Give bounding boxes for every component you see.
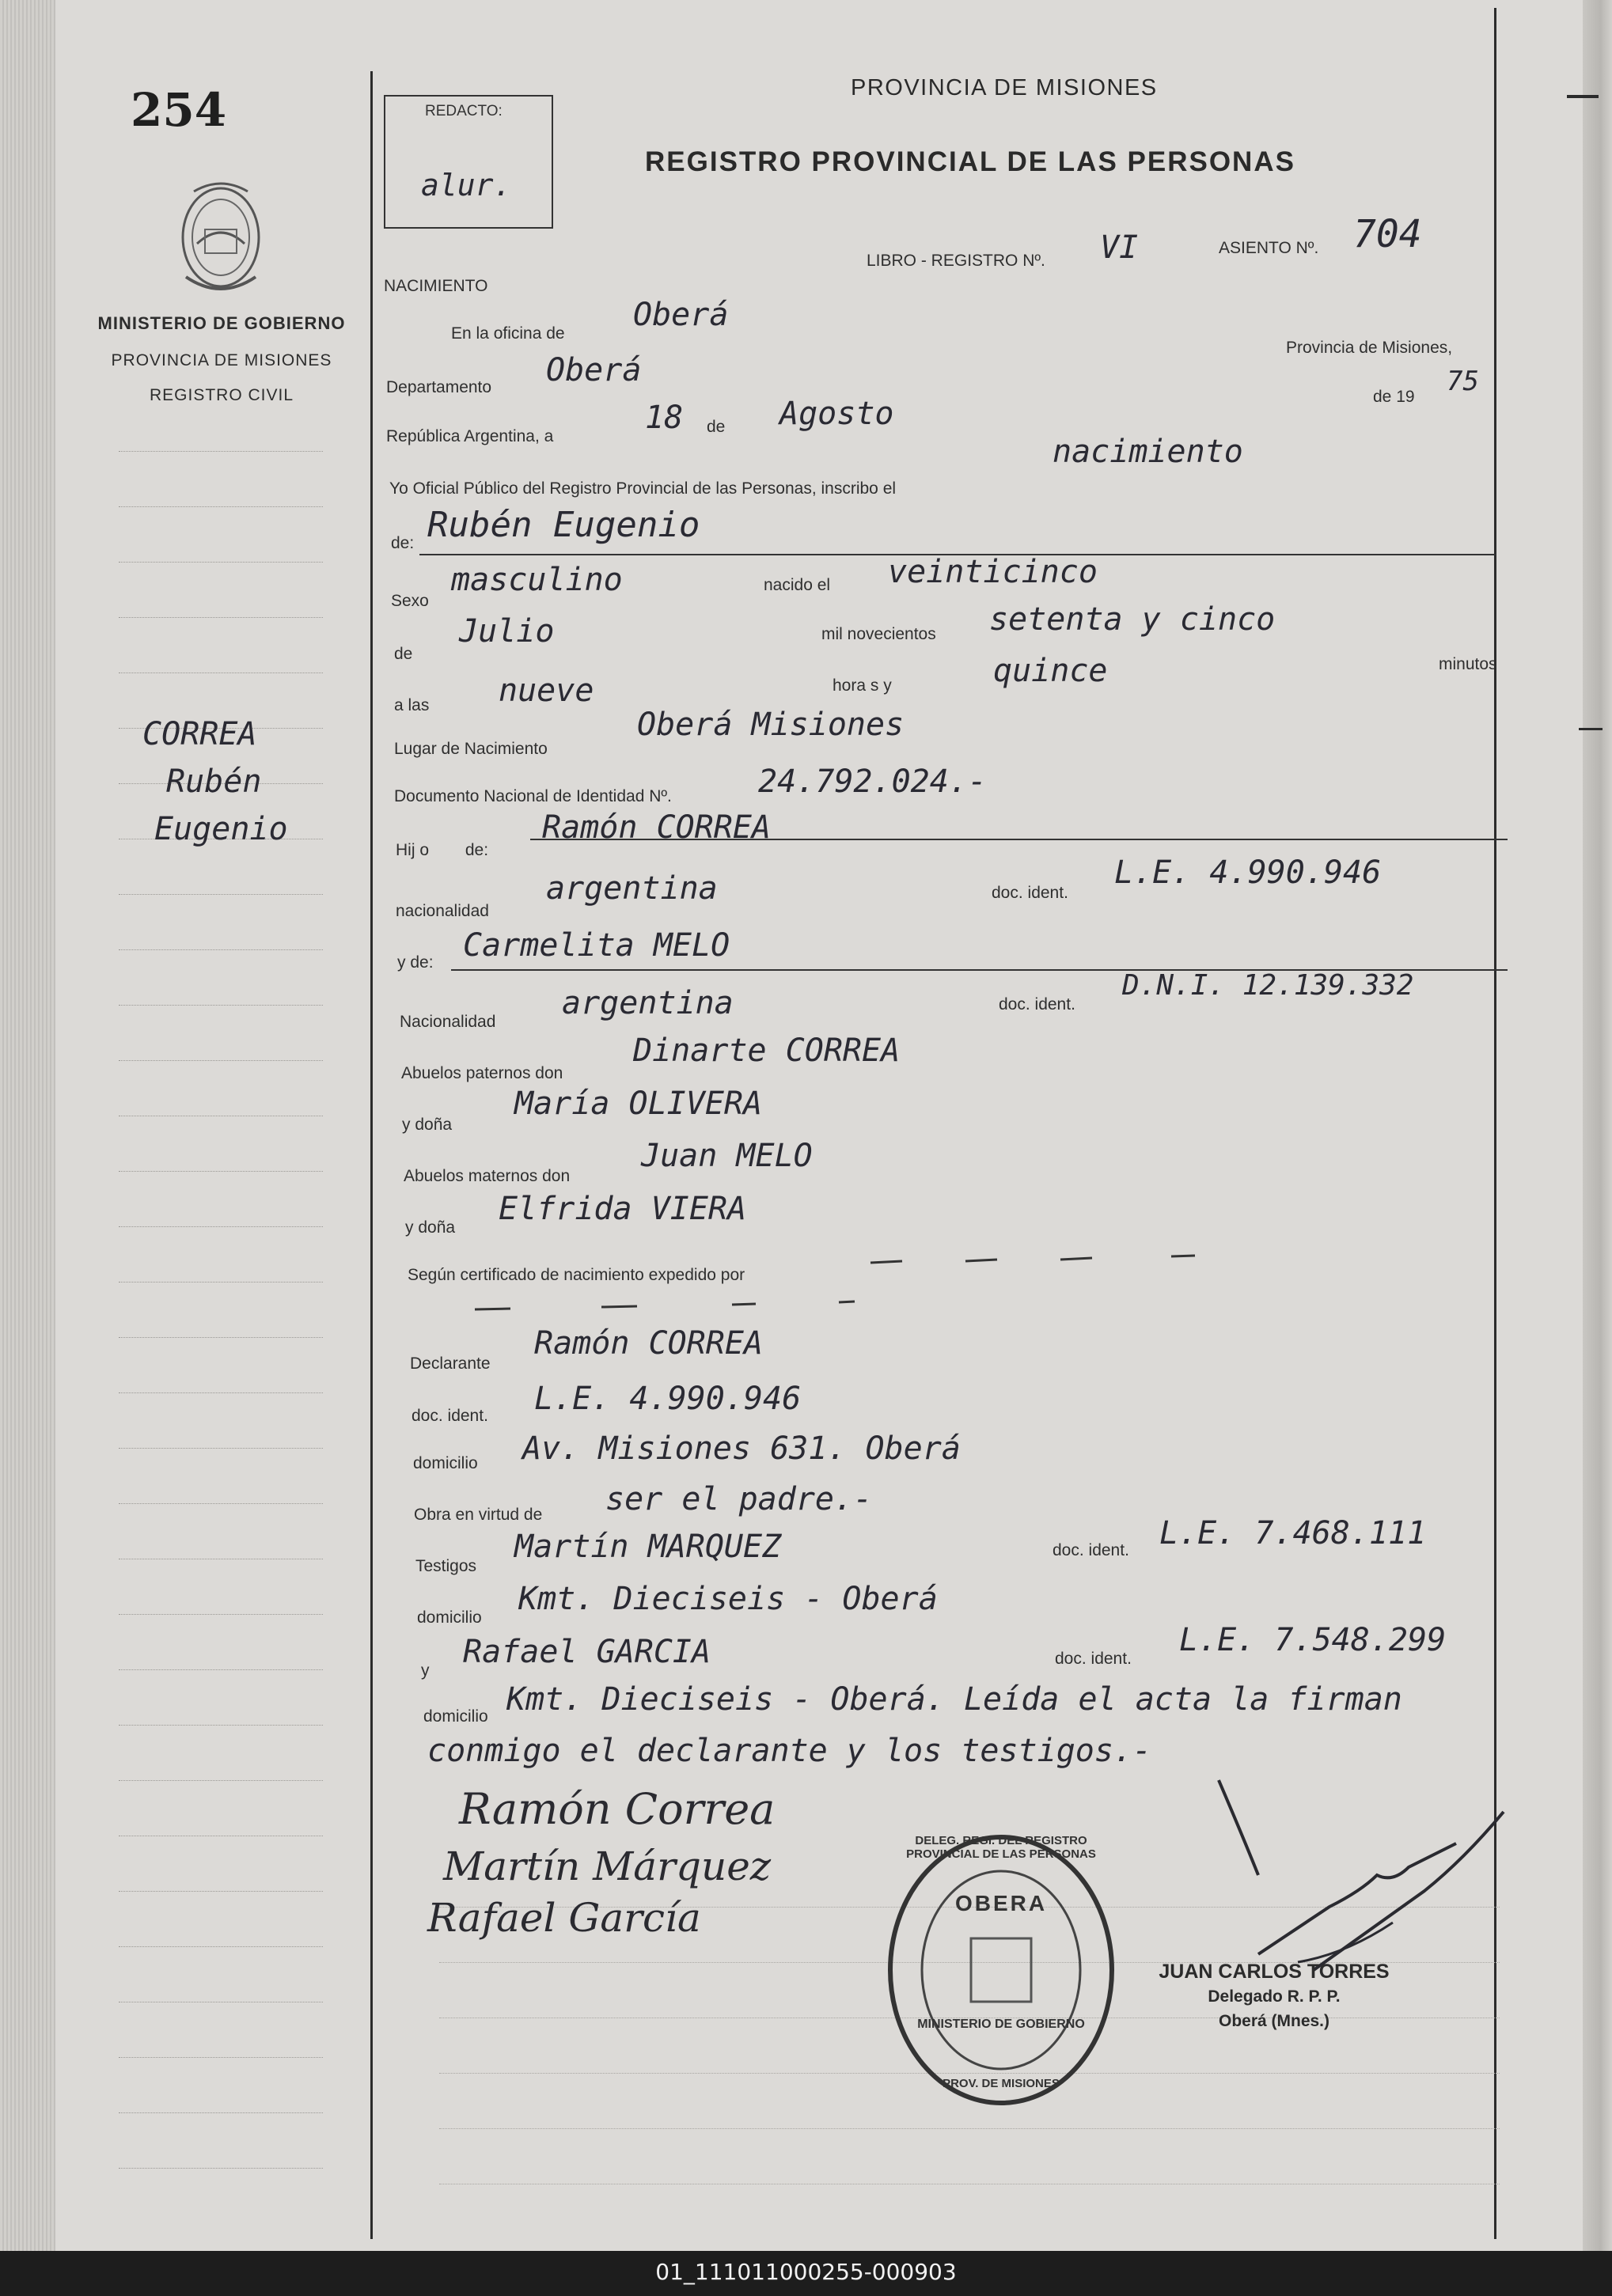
doc2-value: D.N.I. 12.139.332 [1122, 969, 1414, 1002]
header-title: REGISTRO PROVINCIAL DE LAS PERSONAS [645, 146, 1295, 177]
doc4-value: L.E. 7.468.111 [1159, 1515, 1427, 1552]
header-province: PROVINCIA DE MISIONES [851, 75, 1158, 100]
padre-underline [530, 839, 1508, 840]
alas-label: a las [394, 696, 430, 714]
nac2-value: argentina [562, 985, 734, 1021]
dom3-value: Kmt. Dieciseis - Oberá. Leída el acta la firman [506, 1681, 1402, 1718]
official-seal [882, 1828, 1120, 2112]
oficial-value: nacimiento [1053, 434, 1243, 470]
nacido-label: nacido el [764, 576, 831, 594]
de-month-label: de [707, 418, 726, 436]
signature-testigo1: Martín Márquez [443, 1843, 772, 1889]
departamento-label: Departamento [386, 378, 492, 396]
signature-declarante: Ramón Correa [459, 1784, 776, 1834]
libro-label: LIBRO - REGISTRO Nº. [867, 252, 1045, 270]
day-value: 18 [645, 400, 684, 436]
doc2-label: doc. ident. [999, 995, 1075, 1013]
lugar-label: Lugar de Nacimiento [394, 740, 548, 758]
dom2-label: domicilio [417, 1608, 482, 1627]
y2-label: y [421, 1661, 430, 1680]
mes-value: Julio [459, 613, 555, 650]
doc3-label: doc. ident. [412, 1407, 488, 1425]
sexo-label: Sexo [391, 592, 429, 610]
hijo-label: Hij o de: [396, 841, 489, 859]
seal-bottom: PROV. DE MISIONES [943, 2077, 1060, 2090]
seal-ring-text: DELEG. REGI. DEL REGISTRO PROVINCIAL DE LAS PERSONAS [906, 1834, 1096, 1861]
madre-label: y de: [397, 953, 434, 972]
closing-value: conmigo el declarante y los testigos.- [427, 1733, 1152, 1769]
departamento-value: Oberá [546, 352, 642, 388]
ab-pat-label: Abuelos paternos don [401, 1064, 563, 1082]
asiento-value: 704 [1353, 212, 1422, 256]
ydona1-value: María OLIVERA [514, 1085, 763, 1122]
provincial-emblem-icon [170, 174, 271, 301]
ab-pat-value: Dinarte CORREA [633, 1032, 901, 1069]
binding-tab-mark [1579, 728, 1603, 730]
seal-icon [882, 1828, 1120, 2112]
testigo2-value: Rafael GARCIA [463, 1634, 711, 1670]
asiento-label: ASIENTO Nº. [1219, 239, 1319, 257]
year-value: 75 [1447, 366, 1479, 397]
ab-mat-label: Abuelos maternos don [404, 1167, 571, 1185]
segun-label: Según certificado de nacimiento expedido por [408, 1266, 745, 1284]
footer-id: 01_111011000255-000903 [655, 2259, 957, 2285]
ydona2-value: Elfrida VIERA [499, 1191, 747, 1227]
page-number: 254 [131, 83, 227, 137]
milnov-label: mil novecientos [821, 625, 936, 643]
seal-center: OBERA [954, 1891, 1048, 1915]
nac2-label: Nacionalidad [400, 1013, 496, 1031]
seal-inner: MINISTERIO DE GOBIERNO [917, 2018, 1085, 2031]
minutos-value: quince [993, 653, 1108, 689]
madre-value: Carmelita MELO [463, 927, 730, 964]
redacto-initials: alur. [421, 168, 512, 203]
republica-label: República Argentina, a [386, 427, 554, 445]
month-value: Agosto [779, 396, 894, 432]
name-label: de: [391, 534, 415, 552]
dom2-value: Kmt. Dieciseis - Oberá [518, 1581, 938, 1617]
doc1-value: L.E. 4.990.946 [1114, 854, 1382, 891]
dom1-label: domicilio [413, 1454, 478, 1472]
provincia-label: Provincia de Misiones, [1286, 339, 1453, 357]
blank-dashes [467, 1234, 1219, 1321]
libro-value: VI [1100, 229, 1139, 266]
oficial-label: Yo Oficial Público del Registro Provincial de las Personas, inscribo el [389, 479, 897, 498]
delegate-name: JUAN CARLOS TORRES [1159, 1961, 1390, 1983]
nac1-label: nacionalidad [396, 902, 489, 920]
binding-edge [1583, 0, 1612, 2251]
doc5-value: L.E. 7.548.299 [1179, 1622, 1447, 1658]
binding-tab-mark [1567, 95, 1599, 98]
page-stack-edge [0, 0, 55, 2251]
delegate-title: Delegado R. P. P. [1208, 1987, 1341, 2006]
section-label: NACIMIENTO [384, 277, 488, 295]
doc3-value: L.E. 4.990.946 [534, 1381, 802, 1417]
de19-label: de 19 [1373, 388, 1415, 406]
doc1-label: doc. ident. [992, 884, 1068, 902]
ministry-name: MINISTERIO DE GOBIERNO [97, 313, 346, 333]
margin-firstname: Rubén [166, 763, 262, 800]
lugar-value: Oberá Misiones [637, 707, 905, 743]
minutos-label: minutos [1439, 655, 1497, 673]
dom3-label: domicilio [423, 1707, 488, 1726]
nac1-value: argentina [546, 870, 718, 907]
ab-mat-value: Juan MELO [641, 1138, 813, 1174]
redacto-box [384, 95, 553, 229]
nacido-value: veinticinco [888, 554, 1098, 590]
doc4-label: doc. ident. [1053, 1541, 1129, 1559]
hora-label: hora s y [833, 676, 892, 695]
signature-testigo2: Rafael García [427, 1895, 701, 1941]
obra-value: ser el padre.- [605, 1481, 873, 1517]
name-value: Rubén Eugenio [427, 505, 700, 545]
dni-label: Documento Nacional de Identidad Nº. [394, 787, 672, 805]
oficina-label: En la oficina de [451, 324, 565, 343]
redacto-label: REDACTO: [425, 103, 503, 119]
ydona2-label: y doña [405, 1218, 456, 1237]
dni-value: 24.792.024.- [758, 763, 987, 800]
margin-line [370, 71, 373, 2239]
obra-label: Obra en virtud de [414, 1506, 543, 1524]
testigo1-value: Martín MARQUEZ [514, 1529, 782, 1565]
milnov-value: setenta y cinco [989, 601, 1276, 638]
declarante-label: Declarante [410, 1354, 491, 1373]
mes-label: de [394, 645, 413, 663]
dom1-value: Av. Misiones 631. Oberá [522, 1430, 961, 1467]
ministry-registry: REGISTRO CIVIL [149, 386, 294, 404]
ministry-province: PROVINCIA DE MISIONES [111, 351, 332, 369]
ydona1-label: y doña [402, 1116, 453, 1134]
padre-value: Ramón CORREA [542, 809, 771, 846]
sexo-value: masculino [451, 562, 623, 598]
doc5-label: doc. ident. [1055, 1650, 1132, 1668]
testigos-label: Testigos [415, 1557, 477, 1575]
hora-value: nueve [499, 673, 594, 709]
delegate-place: Oberá (Mnes.) [1218, 2012, 1330, 2030]
declarante-value: Ramón CORREA [534, 1325, 763, 1362]
margin-middlename: Eugenio [154, 811, 288, 847]
oficina-value: Oberá [633, 297, 729, 333]
margin-surname: CORREA [142, 716, 257, 752]
